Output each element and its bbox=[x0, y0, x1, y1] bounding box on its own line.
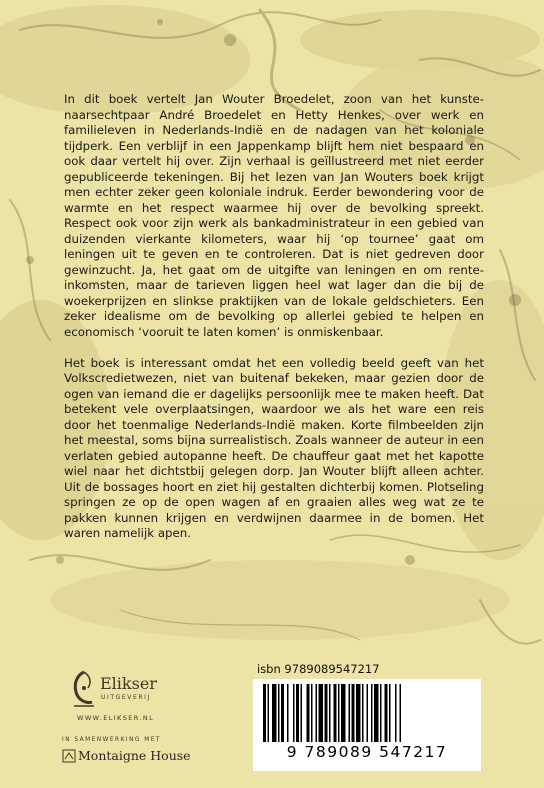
barcode-bars bbox=[263, 684, 471, 744]
elikser-logo-icon bbox=[70, 668, 98, 708]
barcode bbox=[253, 679, 481, 771]
back-cover-blurb bbox=[64, 92, 484, 557]
publisher-name: Elikser bbox=[100, 674, 157, 693]
partner-name: Montaigne House bbox=[78, 748, 191, 763]
cooperation-label: IN SAMENWERKING MET bbox=[62, 737, 161, 743]
montaigne-house-logo-icon bbox=[62, 749, 76, 763]
publisher-subtitle: UITGEVERIJ bbox=[101, 694, 151, 701]
publisher-url: WWW.ELIKSER.NL bbox=[77, 714, 155, 722]
barcode-digits: 9 789089 547217 bbox=[286, 743, 448, 761]
blurb-paragraph-1: In dit boek vertelt Jan Wouter Broedelet, zoon van het kunstenaarsechtpaar André Broedelet en Hetty Henkes, over werk en familieleven in Nederlands-Indië en de nadagen van het koloniale tijdperk. Een verblijf in een Jappenkamp blijft hem niet bespaard en ook daar vertelt hij over. Zijn verhaal is geïllustreerd met niet eerder gepubliceerde tekeningen. Bij het lezen van Jan Wouters boek krijgt men echter zeker geen koloniale indruk. Eerder bewondering voor de warmte en het respect waarmee hij over de bevolking spreekt. Respect ook voor zijn werk als bankadministrateur in een gebied van duizenden vierkante kilometers, waar hij ‘op tournee’ gaat om leningen uit te geven en te controleren. Dat is niet gedreven door gewinzucht. Ja, het gaat om de uitgifte van leningen en om rente-inkomsten, maar de tarieven liggen heel wat lager dan die bij de woekerprijzen en slinkse praktijken van de lokale geldschieters. Een zeker idealisme om de bevolking op allerlei gebied te helpen en economisch ‘vooruit te laten komen’ is onmiskenbaar. bbox=[64, 92, 484, 339]
isbn-label: isbn 9789089547217 bbox=[257, 662, 380, 676]
blurb-paragraph-2: Het boek is interessant omdat het een volledig beeld geeft van het Volkscredietwezen, niet van buitenaf bekeken, maar gezien door de ogen van iemand die er dagelijks persoonlijk mee te maken heeft. Dat betekent vele overplaatsingen, waardoor we als het ware een reis door het toenmalige Nederlands-Indië maken. Korte filmbeelden zijn het meestal, soms bijna surrealistisch. Zoals wanneer de auteur in een verlaten gebied autopanne heeft. De chauffeur gaat met het kapotte wiel naar het dichtstbij gelegen dorp. Jan Wouter blijft alleen achter. Uit de bossages hoort en ziet hij gestalten dichterbij komen. Plotseling springen ze op de open wagen af en graaien alles weg wat ze te pakken kunnen krijgen en verdwijnen daarmee in de bomen. Het waren namelijk apen. bbox=[64, 355, 484, 540]
